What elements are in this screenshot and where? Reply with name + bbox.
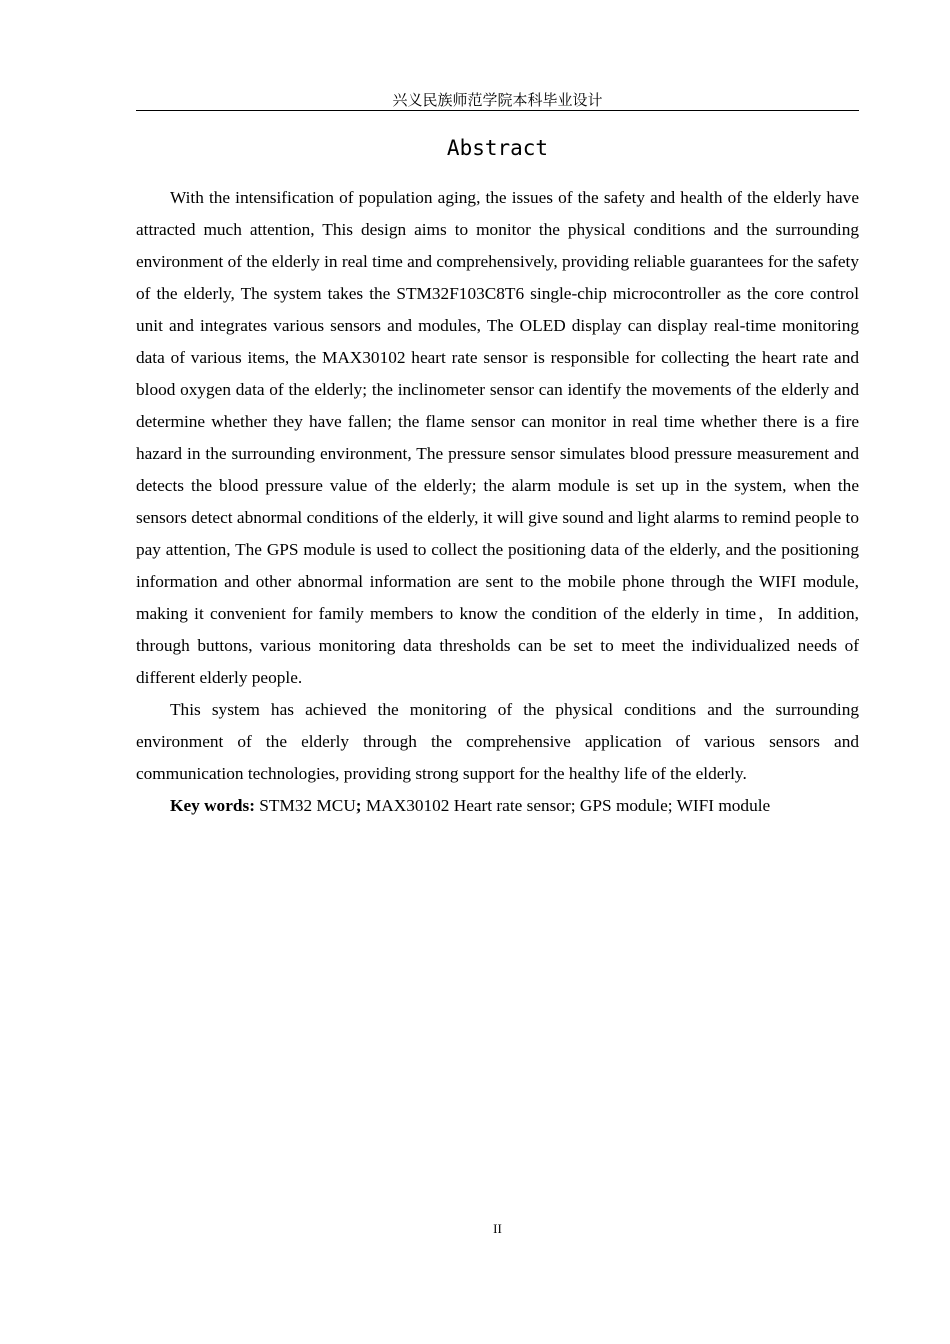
running-header: 兴义民族师范学院本科毕业设计 — [392, 91, 603, 109]
abstract-paragraph-2: This system has achieved the monitoring of the physical conditions and the surrounding environment of the elderly through the comprehensive application of various sensors and communication technologies, providing strong support for the healthy life of the elderly. — [136, 700, 859, 783]
keywords-label: Key words: — [170, 796, 255, 815]
abstract-body — [136, 182, 859, 822]
keyword-separator: ; — [355, 796, 362, 815]
abstract-paragraph-1: With the intensification of population aging, the issues of the safety and health of the elderly have attracted much attention, This design aims to monitor the physical conditions and the surrounding environment of the elderly in real time and comprehensively, providing reliable guarantees for the safety of the elderly, The system takes the STM32F103C8T6 single-chip microcontroller as the core control unit and integrates various sensors and modules, The OLED display can display real-time monitoring data of various items, the MAX30102 heart rate sensor is responsible for collecting the heart rate and blood oxygen data of the elderly; the inclinometer sensor can identify the movements of the elderly and determine whether they have fallen; the flame sensor can monitor in real time whether there is a fire hazard in the surrounding environment, The pressure sensor simulates blood pressure measurement and detects the blood pressure value of the elderly; the alarm module is set up in the system, when the sensors detect abnormal conditions of the elderly, it will give sound and light alarms to remind people to pay attention, The GPS module is used to collect the positioning data of the elderly, and the positioning information and other abnormal information are sent to the mobile phone through the WIFI module, making it convenient for family members to know the condition of the elderly in time，In addition, through buttons, various monitoring data thresholds can be set to meet the individualized needs of different elderly people. — [136, 188, 859, 687]
keywords-line — [136, 790, 859, 822]
keyword-first: STM32 MCU — [254, 796, 356, 815]
abstract-title: Abstract — [446, 136, 549, 160]
keywords-rest: MAX30102 Heart rate sensor; GPS module; WIFI module — [361, 796, 771, 815]
header-rule — [136, 110, 859, 111]
page-number: II — [493, 1221, 502, 1236]
